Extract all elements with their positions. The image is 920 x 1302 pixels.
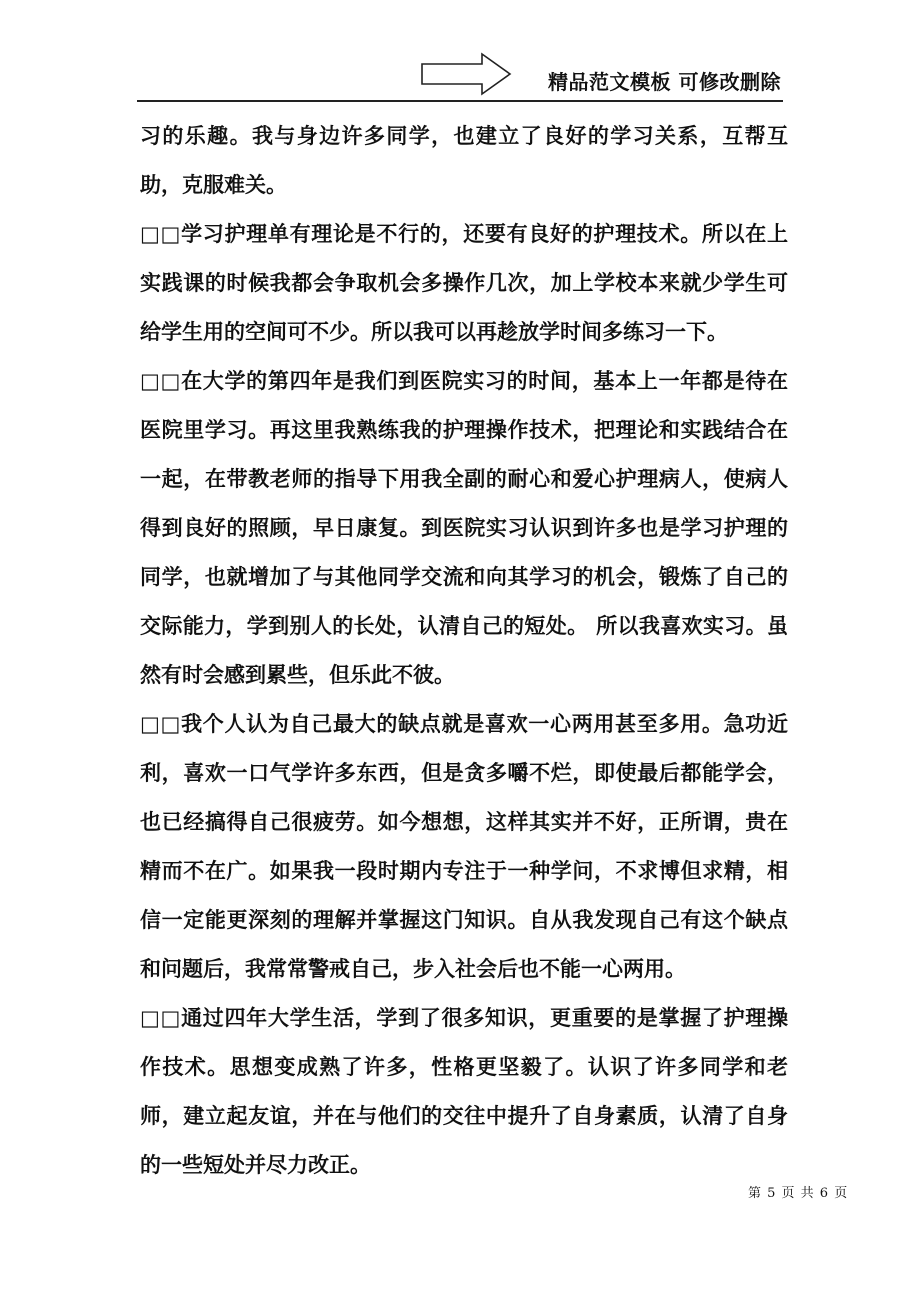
header-title: 精品范文模板 可修改删除 bbox=[548, 70, 781, 94]
arrow-right-icon bbox=[420, 52, 512, 96]
page-number: 第 5 页 共 6 页 bbox=[748, 1186, 849, 1201]
document-body bbox=[140, 112, 788, 1190]
paragraph: □□我个人认为自己最大的缺点就是喜欢一心两用甚至多用。急功近利，喜欢一口气学许多东西，但是贪多嚼不烂，即使最后都能学会，也已经搞得自己很疲劳。如今想想，这样其实并不好，正所谓，贵在精而不在广。如果我一段时期内专注于一种学问，不求博但求精，相信一定能更深刻的理解并掌握这门知识。自从我发现自己有这个缺点和问题后，我常常警戒自己，步入社会后也不能一心两用。 bbox=[140, 712, 788, 981]
page-header bbox=[137, 50, 783, 102]
paragraph: □□在大学的第四年是我们到医院实习的时间，基本上一年都是待在医院里学习。再这里我熟练我的护理操作技术，把理论和实践结合在一起，在带教老师的指导下用我全副的耐心和爱心护理病人，使病人得到良好的照顾，早日康复。到医院实习认识到许多也是学习护理的同学，也就增加了与其他同学交流和向其学习的机会，锻炼了自己的交际能力，学到别人的长处，认清自己的短处。 所以我喜欢实习。虽然有时会感到累些，但乐此不彼。 bbox=[140, 369, 788, 687]
paragraph: □□通过四年大学生活，学到了很多知识，更重要的是掌握了护理操作技术。思想变成熟了许多，性格更坚毅了。认识了许多同学和老师，建立起友谊，并在与他们的交往中提升了自身素质，认清了自身的一些短处并尽力改正。 bbox=[140, 1006, 788, 1177]
paragraph: □□学习护理单有理论是不行的，还要有良好的护理技术。所以在上实践课的时候我都会争取机会多操作几次，加上学校本来就少学生可给学生用的空间可不少。所以我可以再趁放学时间多练习一下。 bbox=[140, 222, 788, 344]
paragraph: 习的乐趣。我与身边许多同学，也建立了良好的学习关系，互帮互助，克服难关。 bbox=[140, 124, 788, 197]
